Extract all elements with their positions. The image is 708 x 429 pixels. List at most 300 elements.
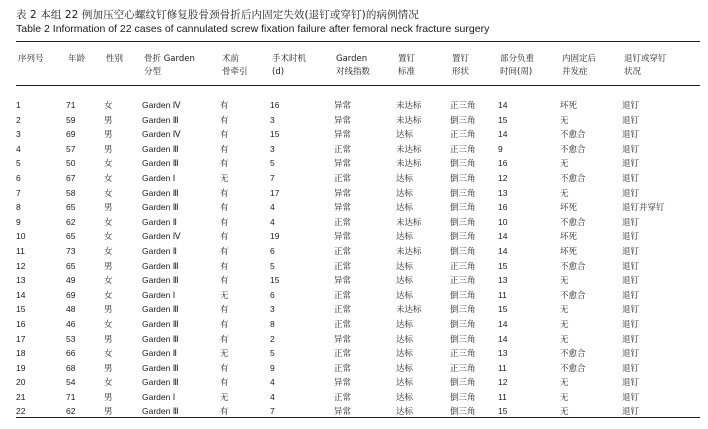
header-cell [220, 42, 270, 96]
table-title-chinese: 表 2 本组 22 例加压空心螺纹钉修复股骨颈骨折后内固定失效(退钉或穿钉)的病例情况 [16, 9, 419, 21]
table-cell: 53 [66, 333, 76, 344]
table-cell: 不愈合 [560, 348, 586, 359]
table-cell: 6 [270, 289, 275, 300]
table-cell: 未达标 [396, 114, 422, 125]
table-cell: 7 [16, 187, 21, 198]
table-cell: 倒三角 [450, 377, 476, 388]
table-row [16, 113, 700, 128]
table-row [16, 229, 700, 244]
table-cell: 69 [66, 129, 76, 140]
table-cell: 48 [66, 304, 76, 315]
table-cell: 倒三角 [450, 114, 476, 125]
table-cell: 男 [104, 129, 113, 140]
table-cell: 13 [498, 348, 508, 359]
table-cell: 有 [220, 275, 229, 286]
table-cell: 不愈合 [560, 260, 586, 271]
table-cell: 女 [104, 275, 113, 286]
table-cell: 异常 [334, 406, 352, 417]
table-cell: 达标 [396, 289, 414, 300]
table-cell: 退钉 [622, 172, 640, 183]
table-cell: Garden Ⅲ [142, 304, 179, 315]
table-cell: 男 [104, 202, 113, 213]
table-cell: 达标 [396, 391, 414, 402]
table-cell: 无 [560, 114, 569, 125]
table-cell: 退钉 [622, 377, 640, 388]
table-row [16, 127, 700, 142]
table-cell: 4 [270, 391, 275, 402]
table-cell: 男 [104, 333, 113, 344]
table-cell: 无 [560, 391, 569, 402]
header-label: 形状 [452, 67, 470, 77]
table-cell: 退钉 [622, 260, 640, 271]
header-label: 置钉 [398, 54, 416, 64]
header-label: 时间(周) [500, 67, 533, 77]
table-cell: 19 [270, 231, 280, 242]
table-cell: Garden Ⅱ [142, 245, 177, 256]
header-label: Garden [336, 54, 368, 64]
table-cell: 15 [498, 406, 508, 417]
table-cell: 倒三角 [450, 172, 476, 183]
table-cell: 女 [104, 348, 113, 359]
header-label: 标准 [398, 67, 416, 77]
table-cell: 2 [16, 114, 21, 125]
table-cell: Garden Ⅰ [142, 172, 176, 183]
table-cell: 15 [498, 304, 508, 315]
table-row [16, 317, 700, 332]
table-cell: 达标 [396, 275, 414, 286]
table-cell: 10 [498, 216, 508, 227]
table-cell: Garden Ⅳ [142, 100, 181, 110]
table-cell: 女 [104, 245, 113, 256]
table-cell: 倒三角 [450, 202, 476, 213]
header-cell [498, 42, 560, 96]
table-cell: 68 [66, 362, 76, 373]
table-cell: 倒三角 [450, 304, 476, 315]
table-cell: 11 [16, 245, 25, 256]
table-cell: Garden Ⅲ [142, 275, 179, 286]
table-cell: 异常 [334, 275, 352, 286]
header-label: 分型 [144, 67, 162, 77]
table-cell: 有 [220, 245, 229, 256]
header-cell [450, 42, 498, 96]
table-cell: 正常 [334, 304, 352, 315]
table-cell: 5 [270, 348, 275, 359]
table-cell: 12 [498, 172, 508, 183]
table-cell: 达标 [396, 333, 414, 344]
table-cell: 14 [16, 289, 26, 300]
table-cell: 倒三角 [450, 216, 476, 227]
table-cell: 正常 [334, 172, 352, 183]
table-cell: 59 [66, 114, 76, 125]
table-cell: 65 [66, 202, 76, 213]
table-row [16, 390, 700, 405]
table-cell: 异常 [334, 187, 352, 198]
table-cell: 14 [498, 333, 508, 344]
table-cell: 正常 [334, 216, 352, 227]
table-cell: 有 [220, 158, 229, 169]
table-cell: 8 [16, 202, 21, 213]
table-cell: 退钉 [622, 245, 640, 256]
table-row [16, 186, 700, 201]
table-cell: 有 [220, 406, 229, 417]
table-cell: 62 [66, 406, 76, 417]
table-row [16, 404, 700, 419]
table-cell: 退钉 [622, 318, 640, 329]
table-cell: 10 [16, 231, 26, 242]
table-cell: 不愈合 [560, 172, 586, 183]
table-cell: 65 [66, 231, 76, 242]
table-row [16, 142, 700, 157]
table-cell: Garden Ⅲ [142, 260, 179, 271]
table-cell: 退钉 [622, 333, 640, 344]
table-row [16, 244, 700, 259]
table-cell: 12 [16, 260, 26, 271]
table-cell: 男 [104, 114, 113, 125]
table-cell: 4 [16, 143, 21, 154]
header-cell [66, 42, 104, 96]
table-cell: 有 [220, 231, 229, 242]
table-cell: 正三角 [450, 348, 476, 359]
table-cell: 4 [270, 377, 275, 388]
table-cell: 无 [220, 348, 229, 359]
table-cell: 正常 [334, 391, 352, 402]
table-cell: 3 [270, 143, 275, 154]
table-cell: Garden Ⅰ [142, 391, 176, 402]
table-cell: 坏死 [560, 100, 578, 110]
table-cell: 无 [220, 289, 229, 300]
table-cell: 67 [66, 172, 76, 183]
table-row [16, 156, 700, 171]
table-title-english: Table 2 Information of 22 cases of cannulated screw fixation failure after femoral neck fracture surgery [16, 23, 490, 35]
table-cell: 3 [270, 304, 275, 315]
table-cell: 有 [220, 377, 229, 388]
table-cell: 18 [16, 348, 26, 359]
table-cell: 达标 [396, 172, 414, 183]
table-cell: 有 [220, 129, 229, 140]
table-cell: 退钉 [622, 304, 640, 315]
header-cell [560, 42, 622, 96]
table-cell: 女 [104, 100, 113, 110]
table-cell: 5 [270, 158, 275, 169]
table-cell: 无 [560, 377, 569, 388]
table-cell: 男 [104, 391, 113, 402]
table-cell: 倒三角 [450, 333, 476, 344]
table-cell: 不愈合 [560, 289, 586, 300]
table-cell: 50 [66, 158, 76, 169]
table-cell: 有 [220, 100, 229, 110]
table-row [16, 259, 700, 274]
table-cell: 有 [220, 318, 229, 329]
table-cell: 倒三角 [450, 245, 476, 256]
table-cell: 达标 [396, 377, 414, 388]
table-cell: 倒三角 [450, 158, 476, 169]
header-cell [270, 42, 334, 96]
table-cell: Garden Ⅲ [142, 318, 179, 329]
table-cell: 13 [498, 187, 508, 198]
table-cell: Garden Ⅲ [142, 114, 179, 125]
table-cell: 14 [498, 318, 508, 329]
table-cell: 19 [16, 362, 26, 373]
table-cell: 4 [270, 202, 275, 213]
table-cell: 有 [220, 187, 229, 198]
table-cell: 12 [498, 377, 508, 388]
table-cell: 不愈合 [560, 362, 586, 373]
table-cell: 21 [16, 391, 26, 402]
header-label: 置钉 [452, 54, 470, 64]
header-label: 骨折 Garden [144, 54, 195, 64]
table-cell: 无 [560, 275, 569, 286]
table-cell: Garden Ⅲ [142, 377, 179, 388]
table-cell: 正常 [334, 318, 352, 329]
table-row [16, 361, 700, 376]
table-cell: 退钉 [622, 348, 640, 359]
table-cell: 正三角 [450, 260, 476, 271]
table-row [16, 375, 700, 390]
table-cell: 11 [498, 362, 507, 373]
table-cell: Garden Ⅲ [142, 406, 179, 417]
table-cell: Garden Ⅳ [142, 129, 181, 140]
table-cell: 正常 [334, 362, 352, 373]
table-cell: 男 [104, 406, 113, 417]
header-label: 对线指数 [336, 67, 371, 77]
table-cell: 正常 [334, 289, 352, 300]
table-cell: 坏死 [560, 245, 578, 256]
table-cell: 6 [270, 245, 275, 256]
table-cell: 22 [16, 406, 26, 417]
table-row [16, 200, 700, 215]
table-cell: 正三角 [450, 100, 476, 110]
table-cell: 54 [66, 377, 76, 388]
table-cell: 正三角 [450, 129, 476, 140]
table-cell: 无 [220, 172, 229, 183]
table-cell: 倒三角 [450, 231, 476, 242]
table-header-row [16, 42, 700, 96]
table-cell: 无 [560, 187, 569, 198]
table-cell: 9 [16, 216, 21, 227]
table-cell: 女 [104, 216, 113, 227]
header-label: 部分负重 [500, 54, 535, 64]
table-cell: 异常 [334, 377, 352, 388]
table-row [16, 302, 700, 317]
header-label: 并发症 [562, 67, 588, 77]
table-cell: 达标 [396, 406, 414, 417]
table-cell: 无 [560, 333, 569, 344]
table-cell: 无 [220, 391, 229, 402]
table-cell: 退钉 [622, 114, 640, 125]
table-cell: 3 [16, 129, 21, 140]
table-row [16, 332, 700, 347]
table-row [16, 288, 700, 303]
table-cell: 11 [498, 289, 507, 300]
table-cell: 退钉 [622, 406, 640, 417]
header-label: 年龄 [68, 54, 86, 64]
table-cell: Garden Ⅳ [142, 231, 181, 242]
table-cell: 异常 [334, 333, 352, 344]
table-cell: 男 [104, 260, 113, 271]
table-cell: 16 [270, 100, 280, 110]
table-cell: 16 [498, 158, 508, 169]
table-cell: 女 [104, 187, 113, 198]
table-cell: 8 [270, 318, 275, 329]
table-cell: 退钉 [622, 216, 640, 227]
table-cell: 15 [270, 129, 280, 140]
table-cell: 14 [498, 245, 508, 256]
table-cell: 4 [270, 216, 275, 227]
table-cell: 正常 [334, 260, 352, 271]
table-cell: 异常 [334, 231, 352, 242]
table-cell: 未达标 [396, 216, 422, 227]
table-cell: 异常 [334, 114, 352, 125]
table-cell: 14 [498, 100, 508, 110]
table-cell: 退钉 [622, 362, 640, 373]
table-cell: Garden Ⅰ [142, 289, 176, 300]
table-cell: 女 [104, 318, 113, 329]
table-cell: 达标 [396, 202, 414, 213]
table-cell: 16 [16, 318, 26, 329]
table-cell: 15 [16, 304, 26, 315]
table-cell: 无 [560, 158, 569, 169]
table-cell: 71 [66, 391, 76, 402]
table-body [16, 96, 700, 419]
table-cell: 未达标 [396, 100, 422, 110]
table-cell: 73 [66, 245, 76, 256]
table-cell: 女 [104, 158, 113, 169]
table-cell: 有 [220, 304, 229, 315]
table-cell: 5 [270, 260, 275, 271]
table-cell: 6 [16, 172, 21, 183]
table-cell: 7 [270, 406, 275, 417]
table-row [16, 171, 700, 186]
header-cell [622, 42, 700, 96]
table-cell: 坏死 [560, 231, 578, 242]
table-cell: 达标 [396, 362, 414, 373]
table-row [16, 215, 700, 230]
case-table [16, 42, 700, 419]
table-cell: 不愈合 [560, 216, 586, 227]
table-cell: 退钉 [622, 129, 640, 140]
header-cell [396, 42, 450, 96]
table-cell: 达标 [396, 260, 414, 271]
table-cell: 女 [104, 289, 113, 300]
table-cell: 正三角 [450, 275, 476, 286]
table-cell: 倒三角 [450, 406, 476, 417]
table-row [16, 96, 700, 113]
table-cell: 无 [560, 304, 569, 315]
table-cell: 异常 [334, 158, 352, 169]
table-cell: 男 [104, 362, 113, 373]
table-cell: 17 [270, 187, 280, 198]
table-cell: 坏死 [560, 202, 578, 213]
table-cell: 退钉 [622, 187, 640, 198]
table-cell: 62 [66, 216, 76, 227]
table-cell: 退钉 [622, 231, 640, 242]
header-label: 术前 [222, 54, 240, 64]
table-cell: Garden Ⅱ [142, 216, 177, 227]
table-cell: 女 [104, 231, 113, 242]
table-cell: 未达标 [396, 158, 422, 169]
table-cell: 1 [16, 100, 21, 110]
table-cell: 有 [220, 216, 229, 227]
table-cell: 不愈合 [560, 143, 586, 154]
table-cell: 9 [498, 143, 503, 154]
table-cell: 达标 [396, 231, 414, 242]
table-cell: 未达标 [396, 143, 422, 154]
table-cell: 无 [560, 406, 569, 417]
table-cell: 男 [104, 143, 113, 154]
table-cell: 异常 [334, 202, 352, 213]
header-label: 状况 [624, 67, 642, 77]
table-cell: 达标 [396, 187, 414, 198]
table-cell: 9 [270, 362, 275, 373]
table-cell: 15 [270, 275, 280, 286]
table-cell: 14 [498, 231, 508, 242]
table-cell: 11 [498, 391, 507, 402]
table-cell: 正三角 [450, 362, 476, 373]
header-label: 内固定后 [562, 54, 597, 64]
table-cell: 不愈合 [560, 129, 586, 140]
table-cell: 15 [498, 260, 508, 271]
table-cell: 65 [66, 260, 76, 271]
table-cell: 5 [16, 158, 21, 169]
table-cell: 69 [66, 289, 76, 300]
table-cell: Garden Ⅲ [142, 158, 179, 169]
header-label: 骨牵引 [222, 67, 248, 77]
table-cell: 58 [66, 187, 76, 198]
table-cell: 13 [498, 275, 508, 286]
table-cell: 14 [498, 129, 508, 140]
table-cell: 7 [270, 172, 275, 183]
table-cell: 2 [270, 333, 275, 344]
header-label: 性别 [106, 54, 124, 64]
table-cell: 16 [498, 202, 508, 213]
header-label: (d) [272, 67, 285, 77]
table-cell: 退钉 [622, 143, 640, 154]
table-cell: Garden Ⅲ [142, 143, 179, 154]
table-cell: Garden Ⅱ [142, 348, 177, 359]
table-cell: 有 [220, 143, 229, 154]
table-cell: 男 [104, 304, 113, 315]
table-cell: Garden Ⅲ [142, 202, 179, 213]
table-cell: 女 [104, 172, 113, 183]
table-cell: 66 [66, 348, 76, 359]
table-cell: 异常 [334, 129, 352, 140]
table-cell: Garden Ⅲ [142, 362, 179, 373]
table-cell: 退钉 [622, 289, 640, 300]
table-row [16, 273, 700, 288]
table-cell: 有 [220, 114, 229, 125]
table-cell: 有 [220, 333, 229, 344]
table-cell: 未达标 [396, 304, 422, 315]
header-cell [16, 42, 66, 96]
table-cell: 退钉 [622, 391, 640, 402]
table-cell: 达标 [396, 129, 414, 140]
table-cell: 3 [270, 114, 275, 125]
table-cell: 倒三角 [450, 289, 476, 300]
table-cell: 正常 [334, 245, 352, 256]
table-cell: 46 [66, 318, 76, 329]
table-cell: 17 [16, 333, 26, 344]
table-cell: 倒三角 [450, 318, 476, 329]
table-cell: 57 [66, 143, 76, 154]
table-cell: Garden Ⅲ [142, 187, 179, 198]
table-cell: 达标 [396, 348, 414, 359]
table-cell: 退钉 [622, 275, 640, 286]
table-cell: 正常 [334, 143, 352, 154]
table-cell: 退钉 [622, 100, 640, 110]
table-cell: 退钉并穿钉 [622, 202, 665, 213]
header-cell [104, 42, 142, 96]
table-cell: 71 [66, 100, 76, 110]
